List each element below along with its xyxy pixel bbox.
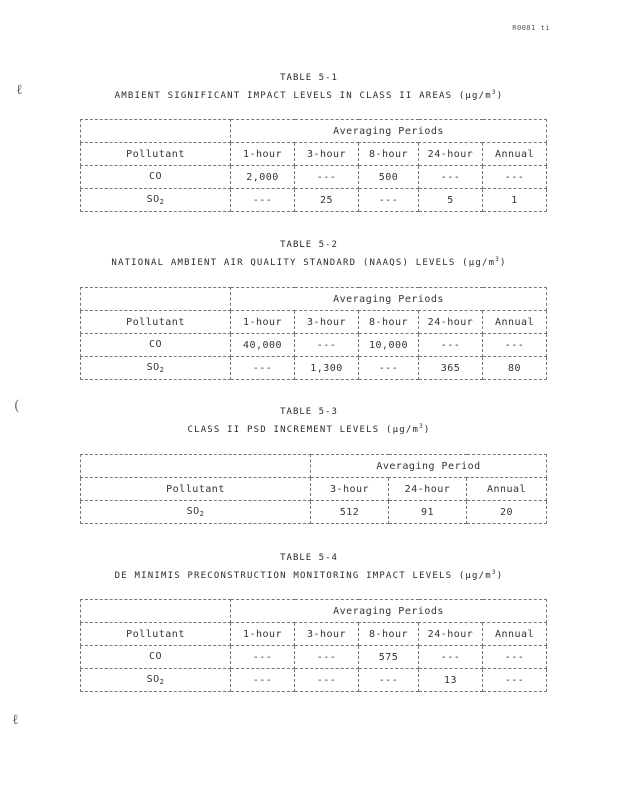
value-cell: 5 [419,189,483,212]
table-title: CLASS II PSD INCREMENT LEVELS $(\mu g/m^3)$ [187,423,431,435]
pollutant-header: Pollutant [81,311,231,334]
pollutant-cell: CO [81,334,231,357]
value-cell: --- [295,334,359,357]
period-header: 3-hour [295,623,359,646]
averaging-header: Averaging Periods [231,600,547,623]
value-cell: 2,000 [231,166,295,189]
margin-mark: ( [14,398,20,414]
table-row [81,166,547,189]
table-row [81,334,547,357]
value-cell: --- [231,189,295,212]
table-row [81,501,547,524]
period-header: 8-hour [359,143,419,166]
period-header: 3-hour [295,143,359,166]
table-title: AMBIENT SIGNIFICANT IMPACT LEVELS IN CLASS II AREAS $(\mu g/m^3)$ [114,89,504,101]
value-cell: --- [231,646,295,669]
document-id: R0081 ti [512,24,550,32]
value-cell: 575 [359,646,419,669]
value-cell: --- [295,166,359,189]
value-cell: --- [419,166,483,189]
table-row [81,646,547,669]
table-number: TABLE 5-4 [280,553,338,563]
pollutant-cell: $SO_2$ [81,501,311,524]
value-cell: 10,000 [359,334,419,357]
value-cell: 91 [389,501,467,524]
table-row [81,189,547,212]
value-cell: 40,000 [231,334,295,357]
averaging-header: Averaging Periods [231,120,547,143]
period-header: Annual [467,478,547,501]
value-cell: 1 [483,189,547,212]
value-cell: 20 [467,501,547,524]
value-cell: 365 [419,357,483,380]
period-header: Annual [483,311,547,334]
value-cell: --- [483,166,547,189]
pollutant-cell: $SO_2$ [81,357,231,380]
period-header: 24-hour [419,311,483,334]
data-table [80,599,547,692]
data-table [80,287,547,380]
table-row [81,357,547,380]
value-cell: --- [359,189,419,212]
value-cell: --- [359,357,419,380]
table-number: TABLE 5-2 [280,240,338,250]
value-cell: --- [359,669,419,692]
table-corner-cell [81,120,231,143]
pollutant-header: Pollutant [81,143,231,166]
table-row [81,669,547,692]
table-corner-cell [81,288,231,311]
value-cell: 500 [359,166,419,189]
value-cell: --- [419,646,483,669]
period-header: Annual [483,623,547,646]
table-number: TABLE 5-1 [280,73,338,83]
data-table [80,454,547,524]
table-corner-cell [81,600,231,623]
value-cell: --- [231,357,295,380]
pollutant-header: Pollutant [81,623,231,646]
table-corner-cell [81,455,311,478]
period-header: 1-hour [231,311,295,334]
period-header: 24-hour [389,478,467,501]
table-number: TABLE 5-3 [280,407,338,417]
pollutant-header: Pollutant [81,478,311,501]
table-title: NATIONAL AMBIENT AIR QUALITY STANDARD (NAAQS) LEVELS $(\mu g/m^3)$ [111,256,507,268]
pollutant-cell: CO [81,646,231,669]
margin-mark: ℓ [12,712,19,728]
data-table [80,119,547,212]
averaging-header: Averaging Periods [231,288,547,311]
value-cell: 13 [419,669,483,692]
period-header: 1-hour [231,143,295,166]
value-cell: --- [419,334,483,357]
value-cell: --- [295,669,359,692]
pollutant-cell: $SO_2$ [81,189,231,212]
period-header: 3-hour [311,478,389,501]
value-cell: --- [231,669,295,692]
period-header: 24-hour [419,143,483,166]
pollutant-cell: CO [81,166,231,189]
period-header: 8-hour [359,623,419,646]
averaging-header: Averaging Period [311,455,547,478]
period-header: 8-hour [359,311,419,334]
value-cell: --- [483,669,547,692]
pollutant-cell: $SO_2$ [81,669,231,692]
value-cell: --- [483,334,547,357]
margin-mark: ℓ [16,82,23,98]
period-header: Annual [483,143,547,166]
value-cell: 1,300 [295,357,359,380]
period-header: 1-hour [231,623,295,646]
period-header: 3-hour [295,311,359,334]
value-cell: 80 [483,357,547,380]
value-cell: 25 [295,189,359,212]
period-header: 24-hour [419,623,483,646]
value-cell: --- [295,646,359,669]
value-cell: 512 [311,501,389,524]
table-title: DE MINIMIS PRECONSTRUCTION MONITORING IMPACT LEVELS $(\mu g/m^3)$ [114,569,504,581]
value-cell: --- [483,646,547,669]
